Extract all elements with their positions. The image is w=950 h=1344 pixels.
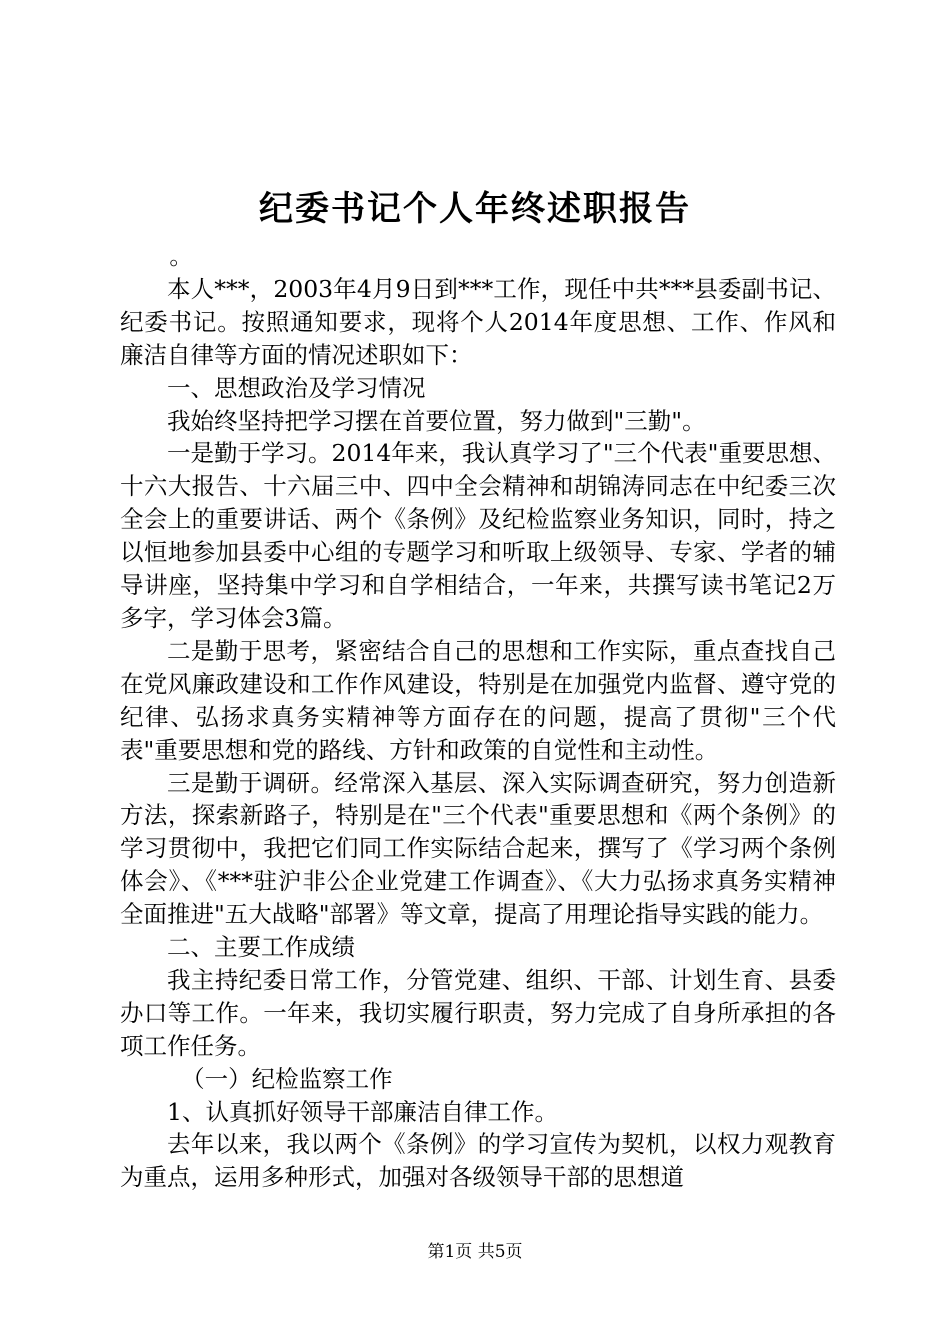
paragraph: 我主持纪委日常工作，分管党建、组织、干部、计划生育、县委办口等工作。一年来，我切实履行职责，努力完成了自身所承担的各项工作任务。 (120, 965, 836, 1060)
paragraph: 一是勤于学习。2014年来，我认真学习了"三个代表"重要思想、十六大报告、十六届三中、四中全会精神和胡锦涛同志在中纪委三次全会上的重要讲话、两个《条例》及纪检监察业务知识，同时，持之以恒地参加县委中心组的专题学习和听取上级领导、专家、学者的辅导讲座，坚持集中学习和自学相结合，一年来，共撰写读书笔记2万多字，学习体会3篇。 (120, 439, 836, 632)
paragraph: 三是勤于调研。经常深入基层、深入实际调查研究，努力创造新方法，探索新路子，特别是在"三个代表"重要思想和《两个条例》的学习贯彻中，我把它们同工作实际结合起来，撰写了《学习两个条例体会》、《***驻沪非公企业党建工作调查》、《大力弘扬求真务实精神全面推进"五大战略"部署》等文章，提高了用理论指导实践的能力。 (120, 768, 836, 929)
document-title: 纪委书记个人年终述职报告 (259, 189, 691, 229)
section-heading-2: 二、主要工作成绩 (167, 933, 355, 962)
section-heading-1: 一、思想政治及学习情况 (167, 373, 426, 402)
item-heading: 1、认真抓好领导干部廉洁自律工作。 (167, 1097, 558, 1126)
paragraph: 我始终坚持把学习摆在首要位置，努力做到"三勤"。 (167, 406, 706, 435)
paragraph-intro: 本人***，2003年4月9日到***工作，现任中共***县委副书记、纪委书记。按照通知要求，现将个人2014年度思想、工作、作风和廉洁自律等方面的情况述职如下： (120, 274, 836, 369)
subsection-heading: （一）纪检监察工作 (181, 1064, 393, 1093)
paragraph-mark: 。 (169, 242, 193, 270)
paragraph: 二是勤于思考，紧密结合自己的思想和工作实际，重点查找自己在党风廉政建设和工作作风建设，特别是在加强党内监督、遵守党的纪律、弘扬求真务实精神等方面存在的问题，提高了贯彻"三个代表"重要思想和党的路线、方针和政策的自觉性和主动性。 (120, 636, 836, 764)
page-footer: 第1页 共5页 (427, 1242, 523, 1262)
document-body (120, 240, 836, 1194)
paragraph: 去年以来，我以两个《条例》的学习宣传为契机，以权力观教育为重点，运用多种形式，加强对各级领导干部的思想道 (120, 1130, 836, 1192)
